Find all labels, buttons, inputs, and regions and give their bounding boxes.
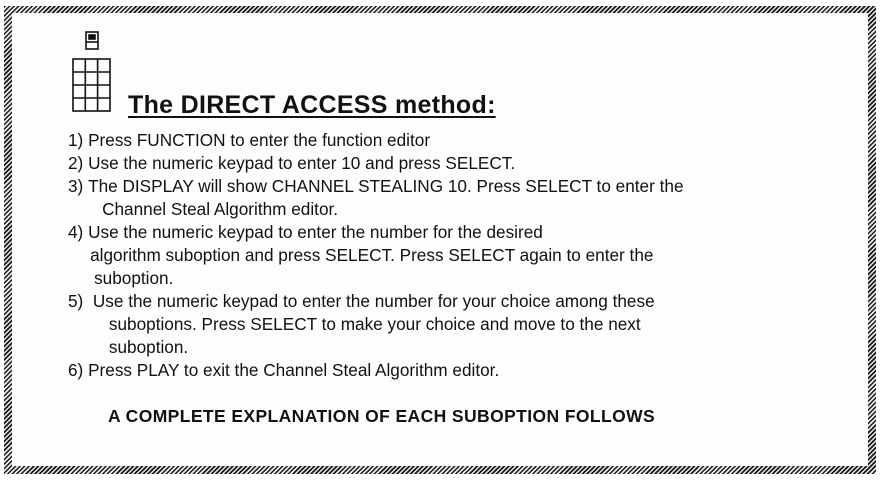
steps-list <box>68 129 828 382</box>
step-number: 4) <box>68 222 84 242</box>
instruction-card <box>12 13 868 466</box>
step-number: 1) <box>68 130 84 150</box>
footer-note: A COMPLETE EXPLANATION OF EACH SUBOPTION FOLLOWS <box>108 406 656 426</box>
step-text: suboption. <box>108 337 189 357</box>
step-text: suboptions. Press SELECT to make your choice and move to the next <box>108 314 641 334</box>
step-2 <box>68 152 828 175</box>
step-5 <box>68 290 828 359</box>
step-text: Use the numeric keypad to enter the number for the desired <box>88 222 543 242</box>
step-text: Use the numeric keypad to enter 10 and press SELECT. <box>88 153 516 173</box>
step-text: suboption. <box>94 268 174 288</box>
keypad-icon <box>72 31 112 113</box>
step-4 <box>68 221 828 290</box>
step-text: Use the numeric keypad to enter the number for your choice among these <box>92 291 655 311</box>
step-1 <box>68 129 828 152</box>
page-title: The DIRECT ACCESS method: <box>128 91 496 119</box>
step-6 <box>68 359 828 382</box>
step-text: algorithm suboption and press SELECT. Press SELECT again to enter the <box>90 245 654 265</box>
step-number: 6) <box>68 360 84 380</box>
step-number: 2) <box>68 153 84 173</box>
step-text: Channel Steal Algorithm editor. <box>102 199 339 219</box>
step-text: Press PLAY to exit the Channel Steal Algorithm editor. <box>88 360 500 380</box>
hatched-border-frame <box>4 6 876 474</box>
step-text: The DISPLAY will show CHANNEL STEALING 10. Press SELECT to enter the <box>88 176 684 196</box>
step-text: Press FUNCTION to enter the function editor <box>88 130 431 150</box>
step-number: 3) <box>68 176 84 196</box>
step-number: 5) <box>68 291 84 311</box>
step-3 <box>68 175 828 221</box>
